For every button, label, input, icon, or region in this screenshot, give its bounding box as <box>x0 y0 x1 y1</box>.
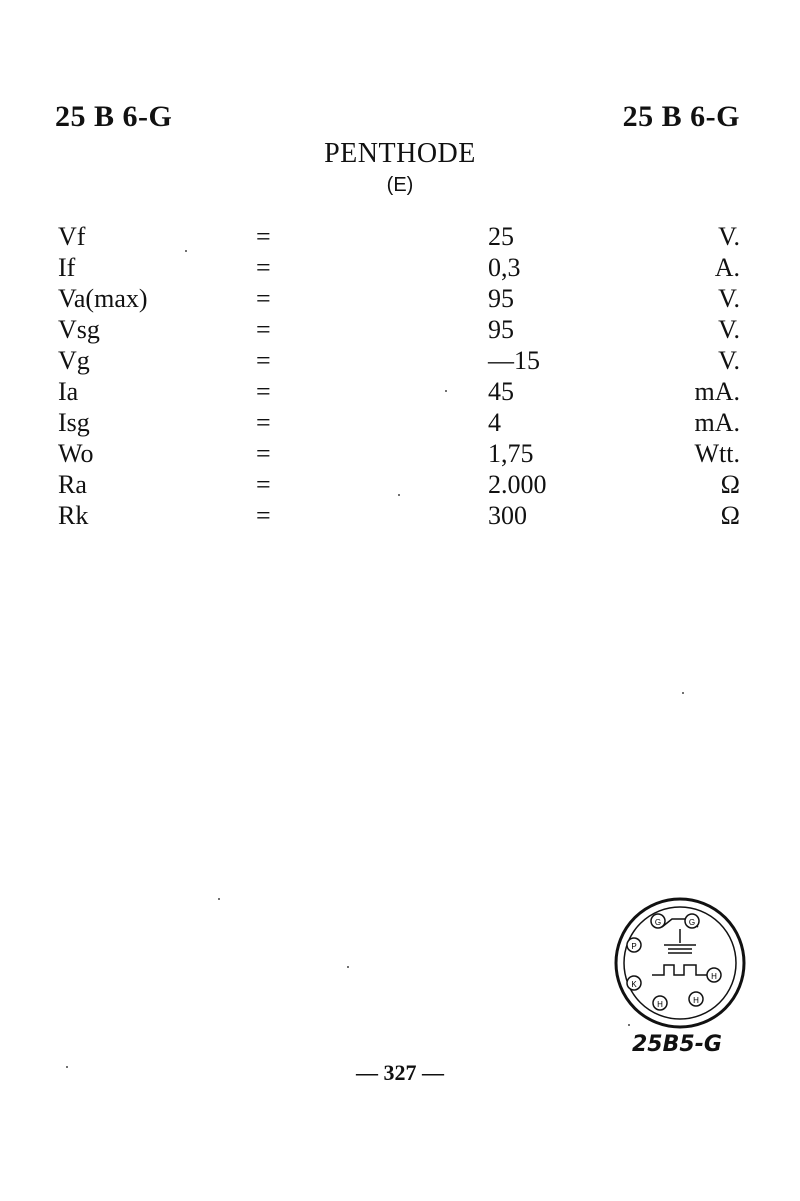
spec-row <box>0 439 800 470</box>
spec-value: 4 <box>488 408 501 437</box>
pin-2 <box>627 938 641 952</box>
spec-value: 300 <box>488 501 527 530</box>
spec-equals: = <box>256 253 271 282</box>
spec-unit: V. <box>718 222 740 251</box>
spec-unit: A. <box>714 253 740 282</box>
pin-label: G <box>654 918 662 927</box>
pin-7 <box>689 992 703 1006</box>
print-speck <box>185 250 187 252</box>
spec-equals: = <box>256 470 271 499</box>
pin-6 <box>707 968 721 982</box>
spec-symbol: Wo <box>58 439 94 468</box>
pin-3 <box>627 976 641 990</box>
print-speck <box>398 494 400 496</box>
spec-row <box>0 501 800 532</box>
diagram-caption: 25B5-G <box>632 1032 722 1057</box>
spec-value: 1,75 <box>488 439 534 468</box>
spec-symbol: Ia <box>58 377 79 406</box>
base-outer-ring <box>616 899 744 1027</box>
pin-label: H <box>693 996 699 1005</box>
spec-unit: V. <box>718 315 740 344</box>
spec-unit: V. <box>718 346 740 375</box>
print-speck <box>347 966 349 968</box>
spec-symbol: Ra <box>58 470 87 499</box>
print-speck <box>218 898 220 900</box>
tube-base-pin-diagram <box>612 895 748 1031</box>
spec-row <box>0 222 800 253</box>
spec-symbol: Rk <box>58 501 89 530</box>
pin-label: P <box>631 942 637 951</box>
tube-code-right: 25 B 6-G <box>622 100 740 133</box>
spec-equals: = <box>256 315 271 344</box>
page-subtitle: (E) <box>386 174 414 196</box>
spec-symbol: Isg <box>58 408 90 437</box>
print-speck <box>682 692 684 694</box>
spec-unit: mA. <box>694 377 740 406</box>
pin-5 <box>685 914 699 928</box>
spec-value: —15 <box>488 346 540 375</box>
spec-symbol: Vg <box>58 346 90 375</box>
pin-label: K <box>631 980 637 989</box>
spec-equals: = <box>256 501 271 530</box>
pin-label: H <box>657 1000 663 1009</box>
spec-equals: = <box>256 284 271 313</box>
page-title: PENTHODE <box>324 138 476 169</box>
spec-symbol: If <box>58 253 76 282</box>
spec-unit: V. <box>718 284 740 313</box>
pin-4 <box>653 996 667 1010</box>
spec-equals: = <box>256 439 271 468</box>
pin-label: H <box>711 972 717 981</box>
spec-equals: = <box>256 377 271 406</box>
pin-1 <box>651 914 665 928</box>
spec-value: 2.000 <box>488 470 547 499</box>
spec-row <box>0 470 800 501</box>
spec-row <box>0 315 800 346</box>
print-speck <box>628 1024 630 1026</box>
spec-unit: Ω <box>720 470 740 499</box>
spec-symbol: Va(max) <box>58 284 148 313</box>
spec-value: 95 <box>488 284 514 313</box>
print-speck <box>66 1066 68 1068</box>
pin-label: G <box>688 918 696 927</box>
tube-code-left: 25 B 6-G <box>55 100 173 133</box>
spec-row <box>0 346 800 377</box>
base-inner-ring <box>624 907 736 1019</box>
spec-row <box>0 253 800 284</box>
spec-value: 45 <box>488 377 514 406</box>
spec-equals: = <box>256 222 271 251</box>
spec-unit: Ω <box>720 501 740 530</box>
print-speck <box>445 390 447 392</box>
page-number: — 327 — <box>356 1060 444 1085</box>
spec-value: 0,3 <box>488 253 521 282</box>
spec-row <box>0 284 800 315</box>
spec-value: 95 <box>488 315 514 344</box>
spec-row <box>0 408 800 439</box>
spec-symbol: Vf <box>58 222 86 251</box>
spec-symbol: Vsg <box>58 315 100 344</box>
spec-unit: mA. <box>694 408 740 437</box>
spec-unit: Wtt. <box>694 439 740 468</box>
spec-value: 25 <box>488 222 514 251</box>
spec-row <box>0 377 800 408</box>
spec-equals: = <box>256 346 271 375</box>
spec-equals: = <box>256 408 271 437</box>
